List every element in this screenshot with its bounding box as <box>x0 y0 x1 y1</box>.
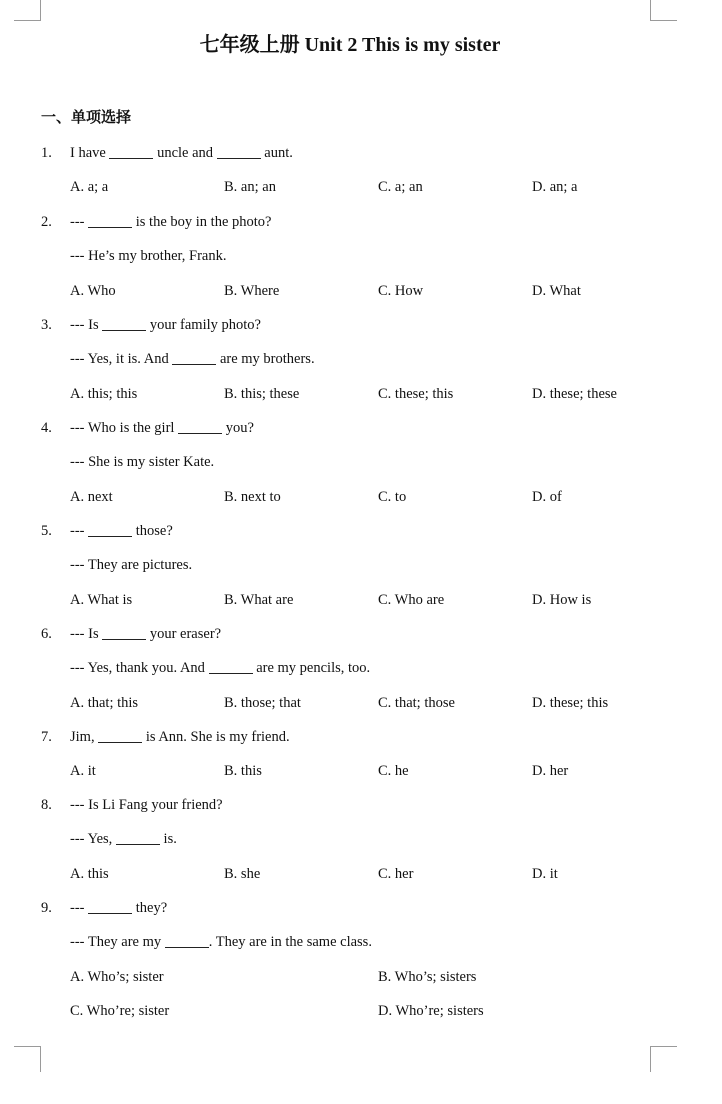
question-stem <box>70 795 223 815</box>
answer-blank <box>88 213 132 228</box>
answer-option: D. How is <box>532 591 592 608</box>
answer-option: A. What is <box>70 591 133 608</box>
answer-option: C. Who are <box>378 591 445 608</box>
question-text: is. <box>159 831 177 848</box>
answer-option: B. next to <box>224 488 281 505</box>
question-stem <box>70 212 271 232</box>
question-stem <box>70 315 261 335</box>
crop-mark-top-left-h <box>14 20 41 21</box>
question-number: 4. <box>41 420 52 436</box>
question-text: they? <box>132 900 168 916</box>
question-line <box>70 555 192 575</box>
crop-mark-top-left-v <box>40 0 41 20</box>
question-line <box>70 658 370 678</box>
question-stem <box>70 143 293 163</box>
answer-blank <box>116 830 160 845</box>
question-text: --- He’s my brother, Frank. <box>70 248 227 265</box>
answer-option: C. her <box>378 865 414 882</box>
question-text: those? <box>132 523 173 539</box>
question-text: --- They are my <box>70 934 165 951</box>
answer-option: A. Who’s; sister <box>70 968 164 985</box>
answer-option: B. those; that <box>224 694 301 711</box>
question-text: --- <box>70 523 89 539</box>
question-text: I have <box>70 145 110 161</box>
question-number: 9. <box>41 900 52 916</box>
answer-blank <box>109 144 153 159</box>
answer-option: C. he <box>378 763 409 780</box>
answer-option: A. a; a <box>70 179 109 196</box>
question-text: are my brothers. <box>216 351 315 368</box>
answer-option: C. Who’re; sister <box>70 1003 170 1020</box>
question-stem <box>70 624 221 644</box>
answer-option: C. these; this <box>378 385 454 402</box>
question-number: 2. <box>41 214 52 230</box>
question-text: your family photo? <box>146 317 261 333</box>
answer-option: D. these; these <box>532 385 617 402</box>
answer-option: B. Who’s; sisters <box>378 968 477 985</box>
crop-mark-top-right-v <box>650 0 651 20</box>
question-text: you? <box>222 420 254 436</box>
question-stem <box>70 727 290 747</box>
question-line <box>70 246 226 266</box>
answer-option: A. Who <box>70 282 116 299</box>
question-line <box>70 349 315 369</box>
question-text: is Ann. She is my friend. <box>142 729 290 745</box>
question-text: --- <box>70 900 89 916</box>
crop-mark-bottom-right-v <box>650 1046 651 1072</box>
question-number: 3. <box>41 317 52 333</box>
answer-option: A. that; this <box>70 694 139 711</box>
answer-blank <box>178 419 222 434</box>
answer-option: A. this <box>70 865 109 882</box>
answer-option: B. Where <box>224 282 280 299</box>
answer-option: A. next <box>70 488 113 505</box>
question-number: 1. <box>41 145 52 161</box>
section-heading: 一、单项选择 <box>41 110 132 126</box>
question-text: --- Yes, <box>70 831 116 848</box>
question-text: --- Who is the girl <box>70 420 179 436</box>
answer-option: B. she <box>224 865 261 882</box>
question-text: --- Is Li Fang your friend? <box>70 797 223 813</box>
answer-blank <box>98 728 142 743</box>
answer-option: D. these; this <box>532 694 609 711</box>
answer-option: C. that; those <box>378 694 455 711</box>
answer-option: B. this; these <box>224 385 300 402</box>
question-line <box>70 452 214 472</box>
answer-option: A. this; this <box>70 385 138 402</box>
answer-option: A. it <box>70 763 96 780</box>
answer-option: C. How <box>378 282 424 299</box>
answer-blank <box>217 144 261 159</box>
crop-mark-top-right-h <box>650 20 677 21</box>
question-number: 8. <box>41 797 52 813</box>
crop-mark-bottom-left-v <box>40 1046 41 1072</box>
question-stem <box>70 521 173 541</box>
document-title: 七年级上册 Unit 2 This is my sister <box>199 34 501 56</box>
crop-mark-bottom-left-h <box>14 1046 41 1047</box>
question-text: --- Is <box>70 317 103 333</box>
question-number: 5. <box>41 523 52 539</box>
answer-blank <box>88 522 132 537</box>
question-text: --- Yes, thank you. And <box>70 660 209 677</box>
question-number: 6. <box>41 626 52 642</box>
answer-option: B. this <box>224 763 262 780</box>
answer-blank <box>172 350 216 365</box>
question-text: uncle and <box>153 145 217 161</box>
answer-option: C. a; an <box>378 179 423 196</box>
question-text: --- Is <box>70 626 103 642</box>
question-text: --- <box>70 214 89 230</box>
answer-blank <box>209 659 253 674</box>
answer-option: D. her <box>532 763 569 780</box>
answer-option: D. an; a <box>532 179 578 196</box>
answer-option: D. Who’re; sisters <box>378 1003 484 1020</box>
question-number: 7. <box>41 729 52 745</box>
answer-option: D. it <box>532 865 558 882</box>
question-line <box>70 932 372 952</box>
question-text: --- They are pictures. <box>70 557 193 574</box>
answer-option: B. an; an <box>224 179 276 196</box>
answer-blank <box>88 899 132 914</box>
question-text: aunt. <box>260 145 293 161</box>
question-text: --- She is my sister Kate. <box>70 454 215 471</box>
question-stem <box>70 418 254 438</box>
answer-option: D. of <box>532 488 562 505</box>
answer-option: C. to <box>378 488 407 505</box>
question-stem <box>70 898 167 918</box>
question-line <box>70 829 177 849</box>
answer-option: B. What are <box>224 591 294 608</box>
crop-mark-bottom-right-h <box>650 1046 677 1047</box>
question-text: is the boy in the photo? <box>132 214 272 230</box>
question-text: are my pencils, too. <box>252 660 371 677</box>
answer-blank <box>165 933 209 948</box>
question-text: Jim, <box>70 729 99 745</box>
answer-option: D. What <box>532 282 581 299</box>
answer-blank <box>102 316 146 331</box>
question-text: --- Yes, it is. And <box>70 351 173 368</box>
answer-blank <box>102 625 146 640</box>
question-text: your eraser? <box>146 626 222 642</box>
question-text: . They are in the same class. <box>208 934 372 951</box>
